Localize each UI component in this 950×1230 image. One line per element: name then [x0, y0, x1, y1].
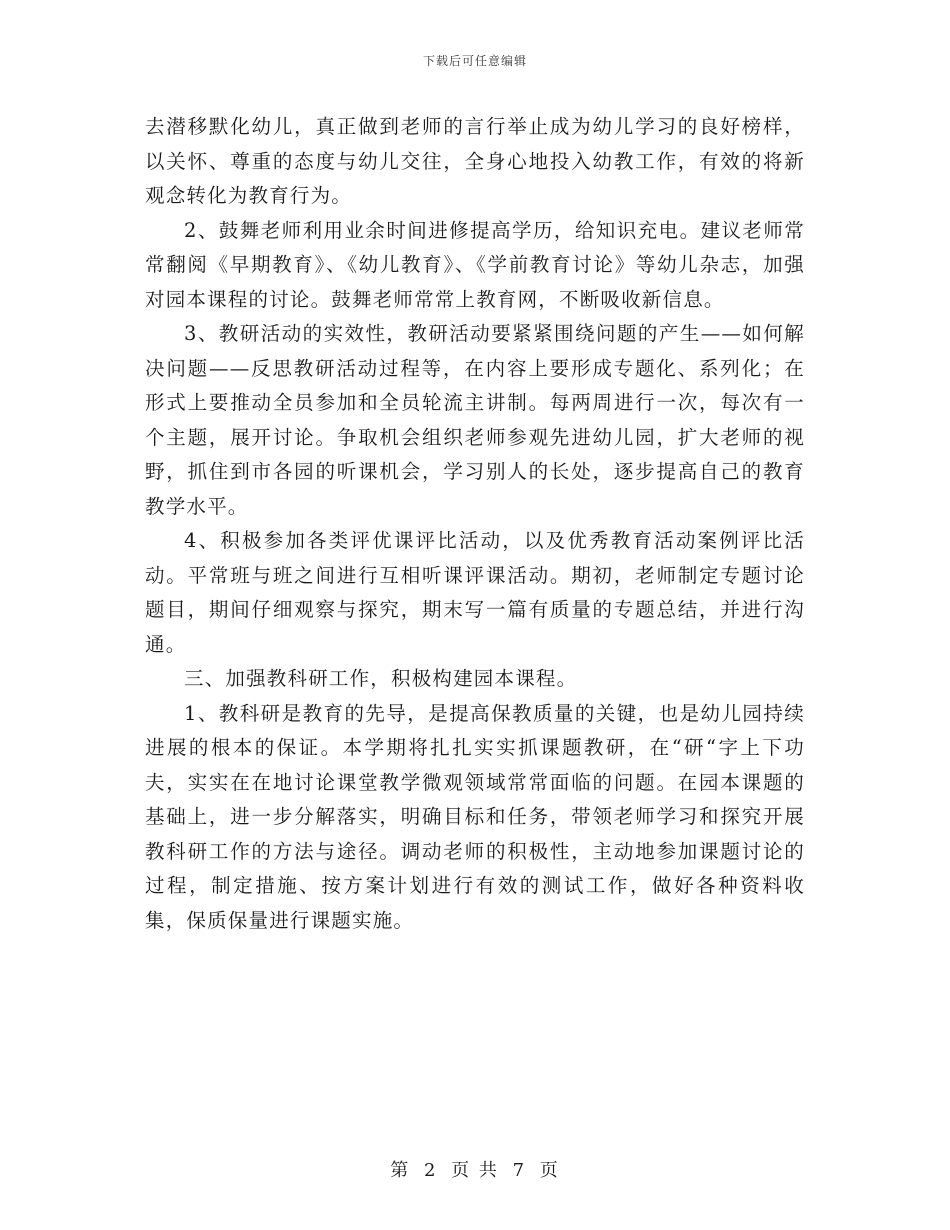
- paragraph-item-2: 2、鼓舞老师利用业余时间进修提高学历，给知识充电。建议老师常常翻阅《早期教育》、《幼儿教育》、《学前教育讨论》等幼儿杂志，加强对园本课程的讨论。鼓舞老师常常上教育网，不断吸收新信息。: [145, 218, 805, 311]
- document-body: [145, 110, 805, 938]
- paragraph-item-4: 4、积极参加各类评优课评比活动，以及优秀教育活动案例评比活动。平常班与班之间进行互相听课评课活动。期初，老师制定专题讨论题目，期间仔细观察与探究，期末写一篇有质量的专题总结，并进行沟通。: [145, 529, 805, 656]
- footer-total-pages: 7: [512, 1160, 527, 1181]
- footer-middle: 页 共: [451, 1160, 499, 1181]
- footer-suffix: 页: [539, 1160, 560, 1181]
- section-heading-3: 三、加强教科研工作，积极构建园本课程。: [184, 667, 578, 690]
- paragraph-item-3: 3、教研活动的实效性，教研活动要紧紧围绕问题的产生——如何解决问题——反思教研活动过程等，在内容上要形成专题化、系列化；在形式上要推动全员参加和全员轮流主讲制。每两周进行一次，每次有一个主题，展开讨论。争取机会组织老师参观先进幼儿园，扩大老师的视野，抓住到市各园的听课机会，学习别人的长处，逐步提高自己的教育教学水平。: [145, 322, 805, 518]
- paragraph-continuation: 去潜移默化幼儿，真正做到老师的言行举止成为幼儿学习的良好榜样，以关怀、尊重的态度与幼儿交往，全身心地投入幼教工作，有效的将新观念转化为教育行为。: [145, 115, 805, 207]
- header-note: 下载后可任意编辑: [422, 54, 527, 68]
- footer-prefix: 第: [390, 1160, 411, 1181]
- page-number-footer: [0, 1156, 950, 1182]
- footer-current-page: 2: [423, 1160, 438, 1181]
- paragraph-section3-item-1: 1、教科研是教育的先导，是提高保教质量的关键，也是幼儿园持续进展的根本的保证。本学期将扎扎实实抓课题教研，在“研“字上下功夫，实实在在地讨论课堂教学微观领域常常面临的问题。在园本课题的基础上，进一步分解落实，明确目标和任务，带领老师学习和探究开展教科研工作的方法与途径。调动老师的积极性，主动地参加课题讨论的过程，制定措施、按方案计划进行有效的测试工作，做好各种资料收集，保质保量进行课题实施。: [145, 701, 805, 932]
